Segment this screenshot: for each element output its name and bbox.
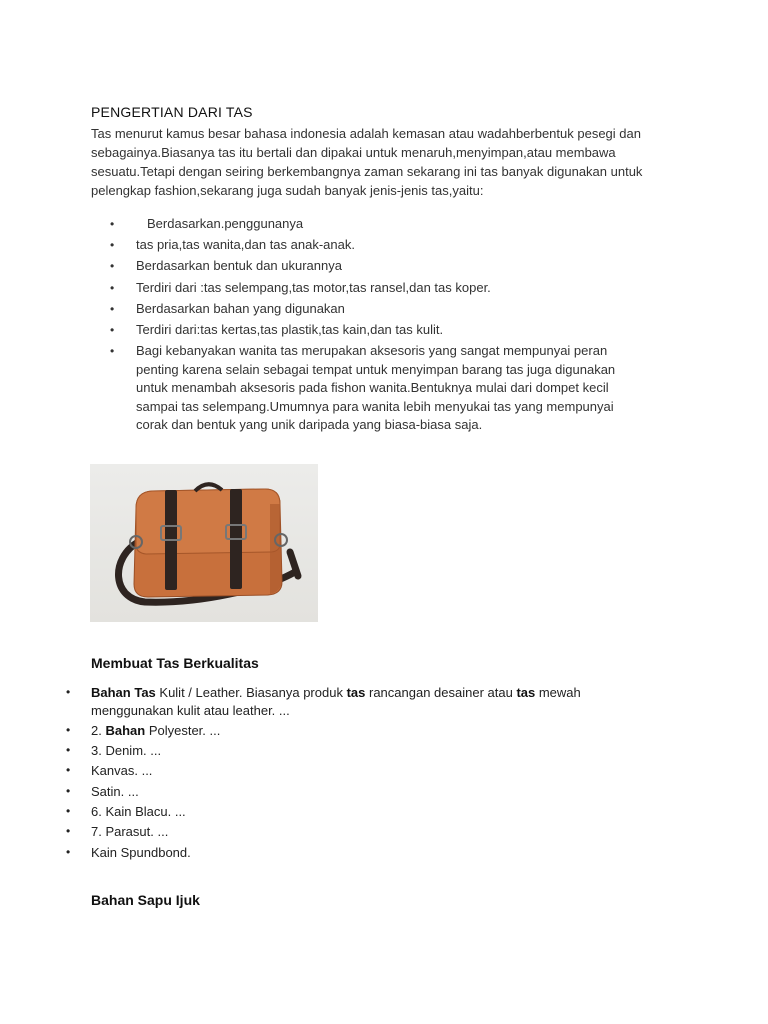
section-heading-broom: Bahan Sapu Ijuk [91,892,200,908]
list-item: • Berdasarkan bentuk dan ukurannya [110,257,670,276]
list-item: • Kanvas. ... [66,763,153,779]
list-item: • Kain Spundbond. [66,844,191,860]
intro-paragraph [91,124,691,200]
intro-line: Tas menurut kamus besar bahasa indonesia adalah kemasan atau wadahberbentuk pesegi dan [91,126,641,141]
bullet-icon: • [66,844,71,859]
list-item: • Berdasarkan bahan yang digunakan [110,300,670,319]
list-item: • Terdiri dari:tas kertas,tas plastik,tas kain,dan tas kulit. [110,321,670,340]
bullet-icon: • [110,280,115,295]
bullet-icon: • [110,259,115,274]
bag-photo [90,464,318,622]
bullet-icon: • [66,685,71,699]
bullet-icon: • [66,722,71,737]
list-item: • 3. Denim. ... [66,743,162,759]
list-item: • 2. Bahan Polyester. ... [66,722,221,738]
bullet-icon: • [110,322,115,337]
list-item: • Berdasarkan.penggunanya [110,215,670,234]
list-item: • Satin. ... [66,783,139,799]
intro-line: sebagainya.Biasanya tas itu bertali dan dipakai untuk menaruh,menyimpan,atau membawa [91,145,616,160]
bullet-icon: • [66,803,71,818]
bullet-icon: • [66,763,71,778]
material-list [66,684,666,864]
bullet-icon: • [110,238,115,253]
list-item: • Bahan Tas Kulit / Leather. Biasanya produk tas rancangan desainer atau tas mewah menggunakan kulit atau leather. ... [66,685,581,718]
leather-bag-icon [90,464,318,622]
bullet-icon: • [66,783,71,798]
bullet-icon: • [110,344,115,359]
intro-line: pelengkap fashion,sekarang juga sudah banyak jenis-jenis tas,yaitu: [91,183,484,198]
intro-line: sesuatu.Tetapi dengan seiring berkembangnya zaman sekarang ini tas banyak digunakan untuk [91,164,643,179]
bullet-icon: • [66,824,71,839]
page-title: PENGERTIAN DARI TAS [91,104,253,120]
bullet-icon: • [110,301,115,316]
list-item: • Terdiri dari :tas selempang,tas motor,tas ransel,dan tas koper. [110,279,670,298]
bag-types-list [110,215,670,437]
list-item: • Bagi kebanyakan wanita tas merupakan aksesoris yang sangat mempunyai peran penting karena selain sebagai tempat untuk menyimpan barang tas juga digunakan untuk menambah aksesoris pada fishon wanita.Bentuknya mulai dari dompet kecil sampai tas selempang.Umumnya para wanita lebih menyukai tas yang mempunyai corak dan bentuk yang unik daripada yang biasa-biasa saja. [110,343,616,433]
list-item: • tas pria,tas wanita,dan tas anak-anak. [110,236,670,255]
list-item: • 7. Parasut. ... [66,824,169,840]
section-heading-quality: Membuat Tas Berkualitas [91,655,259,671]
bullet-icon: • [110,217,115,231]
list-item: • 6. Kain Blacu. ... [66,803,186,819]
bullet-icon: • [66,743,71,758]
